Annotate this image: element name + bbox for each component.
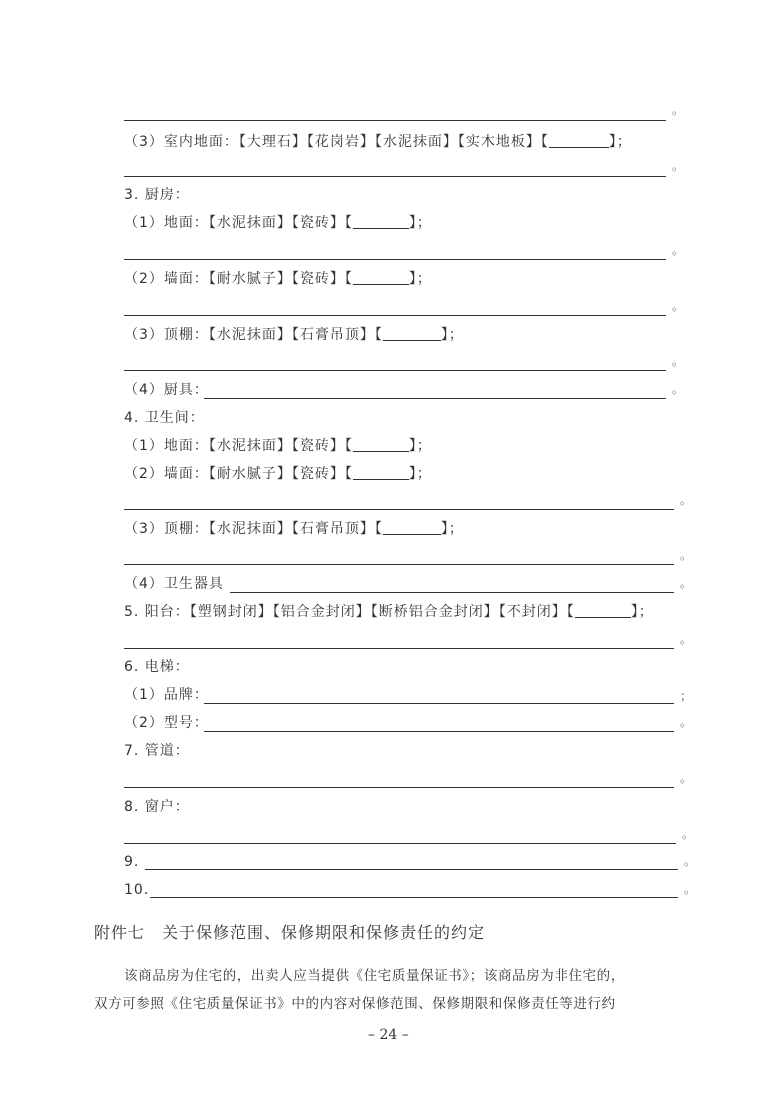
kitchen-wall-blank[interactable] xyxy=(353,270,409,285)
sanitary-row xyxy=(124,575,224,593)
fill-line-kitchen-floor[interactable] xyxy=(124,259,666,260)
balcony-row xyxy=(124,603,654,621)
bathroom-floor-blank[interactable] xyxy=(353,437,409,452)
indoor-floor-label: （3）室内地面： xyxy=(124,134,239,150)
bathroom-floor-row xyxy=(124,437,432,455)
bathroom-ceiling-close: 】； xyxy=(440,521,464,537)
kitchen-floor-options: 【水泥抹面】【瓷砖】【 xyxy=(208,215,353,231)
period: 。 xyxy=(682,827,695,841)
bathroom-title: 4. 卫生间： xyxy=(124,410,205,426)
sanitary-label: （4）卫生器具 xyxy=(124,576,224,592)
brand-row xyxy=(124,686,209,704)
fill-line-floor-prev[interactable] xyxy=(124,120,666,121)
period: 。 xyxy=(680,576,693,590)
kitchen-floor-close: 】； xyxy=(408,215,432,231)
balcony-close: 】； xyxy=(630,604,654,620)
fill-line-model[interactable] xyxy=(204,731,674,732)
indoor-floor-row xyxy=(124,133,632,151)
bathroom-ceiling-row xyxy=(124,520,464,538)
period: 。 xyxy=(672,299,685,313)
bathroom-ceiling-label: （3）顶棚： xyxy=(124,521,209,537)
elevator-title: 6. 电梯： xyxy=(124,659,190,675)
bathroom-floor-options: 【水泥抹面】【瓷砖】【 xyxy=(208,438,353,454)
bathroom-ceiling-options: 【水泥抹面】【石膏吊顶】【 xyxy=(208,521,383,537)
appendix-paragraph-line-2: 双方可参照《住宅质量保证书》中的内容对保修范围、保修期限和保修责任等进行约 xyxy=(94,996,616,1012)
appendix-heading: 附件七 关于保修范围、保修期限和保修责任的约定 xyxy=(94,923,486,942)
period: 。 xyxy=(680,493,693,507)
kitchen-appliance-row xyxy=(124,381,209,399)
fill-line-indoor-floor[interactable] xyxy=(124,176,666,177)
balcony-label: 5. 阳台： xyxy=(124,604,190,620)
bathroom-floor-close: 】； xyxy=(408,438,432,454)
bathroom-wall-close: 】； xyxy=(408,466,432,482)
kitchen-title: 3. 厨房： xyxy=(124,187,190,203)
period: 。 xyxy=(672,243,685,257)
kitchen-ceiling-label: （3）顶棚： xyxy=(124,327,209,343)
fill-line-item-10[interactable] xyxy=(150,897,678,898)
fill-line-bathroom-wall[interactable] xyxy=(124,509,674,510)
kitchen-wall-row xyxy=(124,270,432,288)
period: 。 xyxy=(684,882,697,896)
fill-line-window[interactable] xyxy=(124,843,676,844)
item-10-label: 10. xyxy=(124,882,150,898)
kitchen-floor-row xyxy=(124,214,432,232)
page-number: – 24 – xyxy=(368,1027,409,1043)
bathroom-floor-label: （1）地面： xyxy=(124,438,209,454)
period: 。 xyxy=(680,715,693,729)
balcony-blank[interactable] xyxy=(575,603,631,618)
period: 。 xyxy=(684,854,697,868)
fill-line-kitchen-wall[interactable] xyxy=(124,315,666,316)
period: 。 xyxy=(672,382,685,396)
fill-line-sanitary[interactable] xyxy=(230,592,674,593)
kitchen-floor-label: （1）地面： xyxy=(124,215,209,231)
item-9-row xyxy=(124,853,139,871)
fill-line-kitchen-ceiling[interactable] xyxy=(124,370,666,371)
indoor-floor-close: 】； xyxy=(608,134,632,150)
item-9-label: 9. xyxy=(124,854,140,870)
kitchen-wall-options: 【耐水腻子】【瓷砖】【 xyxy=(208,271,353,287)
period: 。 xyxy=(680,771,693,785)
period: 。 xyxy=(680,548,693,562)
kitchen-wall-close: 】； xyxy=(408,271,432,287)
window-title: 8. 窗户： xyxy=(124,799,190,815)
model-row xyxy=(124,714,209,732)
semicolon: ； xyxy=(680,689,693,703)
brand-label: （1）品牌： xyxy=(124,687,209,703)
fill-line-item-9[interactable] xyxy=(145,869,678,870)
kitchen-floor-blank[interactable] xyxy=(353,214,409,229)
bathroom-wall-options: 【耐水腻子】【瓷砖】【 xyxy=(208,466,353,482)
indoor-floor-options: 【大理石】【花岗岩】【水泥抹面】【实木地板】【 xyxy=(238,134,549,150)
pipe-title: 7. 管道： xyxy=(124,743,190,759)
item-10-row xyxy=(124,881,149,899)
kitchen-ceiling-options: 【水泥抹面】【石膏吊顶】【 xyxy=(208,327,383,343)
fill-line-pipe[interactable] xyxy=(124,787,674,788)
bathroom-wall-row xyxy=(124,465,432,483)
fill-line-kitchen-appliance[interactable] xyxy=(204,398,666,399)
indoor-floor-blank[interactable] xyxy=(549,133,609,148)
kitchen-ceiling-close: 】； xyxy=(440,327,464,343)
bathroom-wall-blank[interactable] xyxy=(353,465,409,480)
period: 。 xyxy=(672,103,685,117)
kitchen-wall-label: （2）墙面： xyxy=(124,271,209,287)
kitchen-appliance-label: （4）厨具： xyxy=(124,382,209,398)
balcony-options: 【塑钢封闭】【铝合金封闭】【断桥铝合金封闭】【不封闭】【 xyxy=(189,604,575,620)
model-label: （2）型号： xyxy=(124,715,209,731)
period: 。 xyxy=(672,354,685,368)
fill-line-bathroom-ceiling[interactable] xyxy=(124,564,674,565)
appendix-paragraph-line-1: 该商品房为住宅的，出卖人应当提供《住宅质量保证书》；该商品房为非住宅的， xyxy=(124,968,625,984)
kitchen-ceiling-blank[interactable] xyxy=(383,326,441,341)
bathroom-wall-label: （2）墙面： xyxy=(124,466,209,482)
fill-line-balcony[interactable] xyxy=(124,648,674,649)
bathroom-ceiling-blank[interactable] xyxy=(383,520,441,535)
kitchen-ceiling-row xyxy=(124,326,464,344)
period: 。 xyxy=(672,159,685,173)
period: 。 xyxy=(680,632,693,646)
fill-line-brand[interactable] xyxy=(204,703,674,704)
